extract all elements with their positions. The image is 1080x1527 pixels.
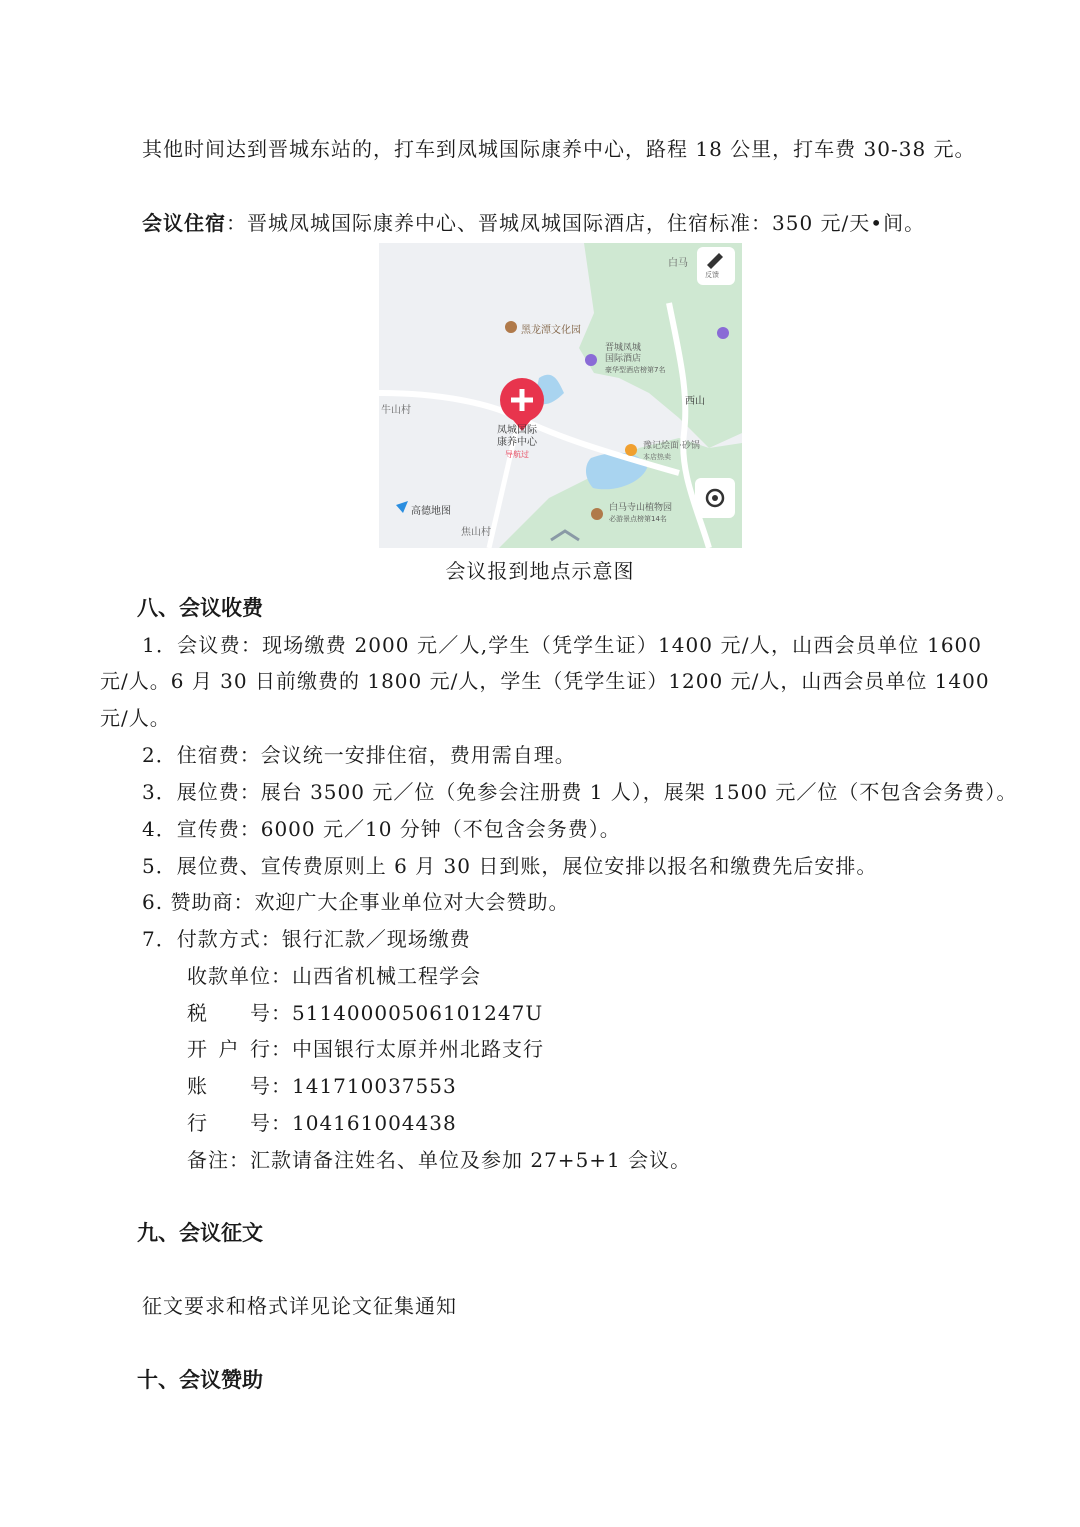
tax-value: ：51140000506101247U [271, 1001, 544, 1025]
map-label-center-2: 康养中心 [497, 437, 537, 448]
map-label-center-3: 导航过 [505, 450, 529, 459]
map-label-jiaoshan: 焦山村 [461, 527, 491, 538]
fee-item-5: 5．展位费、宣传费原则上 6 月 30 日到账，展位安排以报名和缴费先后安排。 [142, 854, 878, 878]
bankno-row [187, 1109, 457, 1137]
map-label-hotel-2: 国际酒店 [605, 354, 642, 364]
account-value: ：141710037553 [271, 1074, 457, 1098]
fee-item-7: 7．付款方式：银行汇款／现场缴费 [142, 927, 471, 951]
map-label-botanic-2: 必游景点榜第14名 [609, 515, 667, 523]
map-caption: 会议报到地点示意图 [445, 559, 635, 583]
map-label-botanic-1: 白马寺山植物园 [609, 503, 673, 513]
fee-item-1-line-1: 1．会议费：现场缴费 2000 元／人,学生（凭学生证）1400 元/人，山西会员单位 1600 [142, 633, 982, 657]
fee-item-2: 2．住宿费：会议统一安排住宿，费用需自理。 [142, 743, 576, 767]
poi-hotel-icon [585, 354, 597, 366]
papers-text: 征文要求和格式详见论文征集通知 [142, 1294, 457, 1318]
map-label-food [643, 441, 700, 463]
poi-east-icon [717, 327, 729, 339]
fee-item-1-line-3: 元/人。 [100, 706, 171, 730]
map-label-center [497, 425, 537, 461]
lodging-paragraph [142, 209, 925, 237]
map-label-hotel-1: 晋城凤城 [605, 343, 642, 353]
lodging-text: ：晋城凤城国际康养中心、晋城凤城国际酒店，住宿标准：350 元/天•间。 [226, 211, 926, 235]
bankno-label: 行号 [187, 1111, 271, 1135]
bank-value: ：中国银行太原并州北路支行 [271, 1037, 544, 1061]
sponsor-heading: 十、会议赞助 [137, 1368, 263, 1392]
fee-item-4: 4．宣传费：6000 元／10 分钟（不包含会务费）。 [142, 817, 621, 841]
fee-item-1-line-2: 元/人。6 月 30 日前缴费的 1800 元/人，学生（凭学生证）1200 元/人，山西会员单位 1400 [100, 669, 990, 693]
papers-heading: 九、会议征文 [137, 1221, 263, 1245]
lodging-label: 会议住宿 [142, 211, 226, 235]
map-label-baima: 白马 [668, 258, 688, 269]
payee-value: ：山西省机械工程学会 [271, 964, 481, 988]
map-label-botanic [609, 503, 672, 525]
map-label-hotel [605, 343, 665, 376]
map-label-niushan: 牛山村 [381, 405, 411, 416]
account-label: 账号 [187, 1074, 271, 1098]
map-label-food-1: 豫记烩面·砂锅 [643, 441, 700, 451]
fee-item-3: 3．展位费：展台 3500 元／位（免参会注册费 1 人），展架 1500 元／位（不包含会务费）。 [142, 780, 1018, 804]
map-label-feedback: 反馈 [705, 271, 719, 279]
fees-heading: 八、会议收费 [137, 596, 263, 620]
fee-item-6: 6. 赞助商：欢迎广大企事业单位对大会赞助。 [142, 890, 570, 914]
poi-food-icon [625, 444, 637, 456]
bank-row [187, 1035, 544, 1063]
map-label-food-2: 本店热卖 [643, 453, 671, 461]
locate-icon-dot [712, 495, 718, 501]
payee-row [187, 962, 481, 990]
pin-cross-h [511, 398, 533, 403]
map-label-xishan: 西山 [685, 396, 705, 407]
venue-map[interactable] [379, 243, 742, 548]
map-label-center-1: 凤城国际 [497, 425, 537, 436]
transport-text: 其他时间达到晋城东站的，打车到凤城国际康养中心，路程 18 公里，打车费 30-38 元。 [142, 137, 976, 161]
tax-row [187, 999, 543, 1027]
map-label-heilongtan: 黑龙潭文化园 [521, 325, 581, 336]
tax-label: 税号 [187, 1001, 271, 1025]
bank-label: 开户行 [187, 1037, 271, 1061]
payment-note: 备注：汇款请备注姓名、单位及参加 27+5+1 会议。 [187, 1148, 692, 1172]
poi-botanic-icon [591, 508, 603, 520]
account-row [187, 1072, 457, 1100]
map-label-amap: 高德地图 [411, 506, 451, 517]
map-label-hotel-3: 豪华型酒店榜第7名 [605, 366, 666, 374]
payee-label: 收款单位 [187, 964, 271, 988]
poi-heilongtan-icon [505, 321, 517, 333]
bankno-value: ：104161004438 [271, 1111, 457, 1135]
